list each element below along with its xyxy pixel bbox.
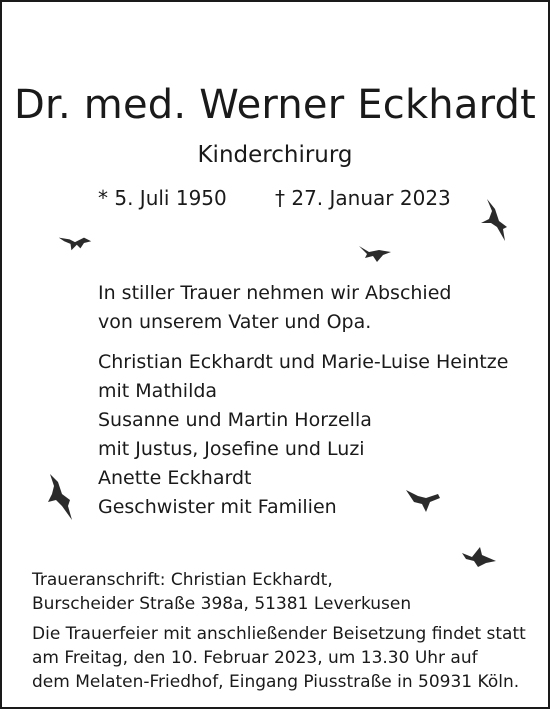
mourners-list bbox=[98, 348, 508, 522]
flying-bird-icon bbox=[357, 242, 393, 266]
ceremony-line: dem Melaten-Friedhof, Eingang Piusstraße in 50931 Köln. bbox=[32, 672, 520, 692]
farewell-line: In stiller Trauer nehmen wir Abschied bbox=[98, 282, 452, 304]
mourner-line: Geschwister mit Familien bbox=[98, 496, 337, 518]
flying-bird-icon bbox=[479, 197, 509, 243]
mourner-line: Susanne und Martin Horzella bbox=[98, 409, 372, 431]
address-line: Traueranschrift: Christian Eckhardt, bbox=[32, 570, 333, 590]
flying-bird-icon bbox=[44, 472, 74, 522]
birth-date: * 5. Juli 1950 bbox=[98, 186, 227, 210]
ceremony-line: am Freitag, den 10. Februar 2023, um 13.30 Uhr auf bbox=[32, 648, 478, 668]
funeral-details bbox=[32, 622, 526, 694]
flying-bird-icon bbox=[404, 488, 442, 516]
farewell-line: von unserem Vater und Opa. bbox=[98, 311, 372, 333]
mourner-line: mit Mathilda bbox=[98, 380, 218, 402]
deceased-name: Dr. med. Werner Eckhardt bbox=[14, 82, 536, 128]
profession: Kinderchirurg bbox=[197, 142, 353, 168]
mourning-address bbox=[32, 568, 411, 616]
flying-bird-icon bbox=[460, 545, 498, 569]
death-date: † 27. Januar 2023 bbox=[275, 186, 451, 210]
farewell-text bbox=[98, 279, 451, 337]
mourner-line: mit Justus, Josefine und Luzi bbox=[98, 438, 365, 460]
mourner-line: Anette Eckhardt bbox=[98, 467, 252, 489]
flying-bird-icon bbox=[57, 230, 93, 256]
ceremony-line: Die Trauerfeier mit anschließender Beisetzung findet statt bbox=[32, 624, 526, 644]
mourner-line: Christian Eckhardt und Marie-Luise Heintze bbox=[98, 351, 509, 373]
address-line: Burscheider Straße 398a, 51381 Leverkusen bbox=[32, 594, 412, 614]
